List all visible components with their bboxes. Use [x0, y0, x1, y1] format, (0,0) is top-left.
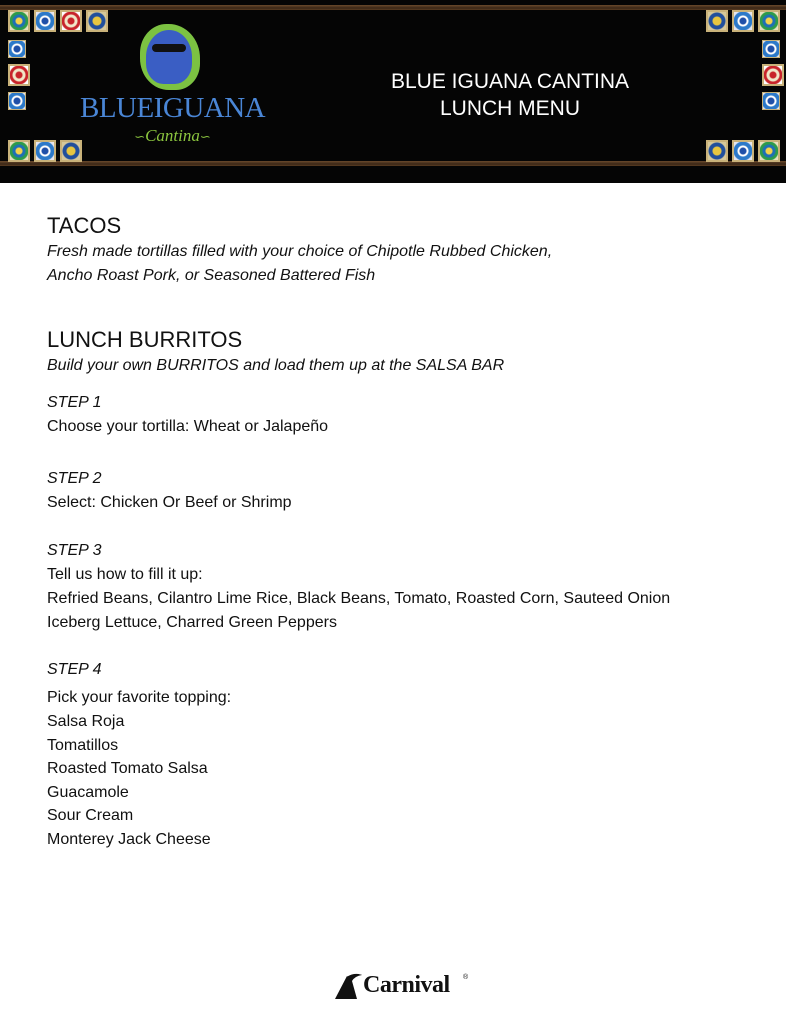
- tile-border-bottom-left: [8, 140, 82, 162]
- wood-rail-bottom: [0, 161, 786, 166]
- tile-icon: [34, 10, 56, 32]
- burritos-heading: LUNCH BURRITOS: [47, 327, 243, 352]
- step-4-line-6: Sour Cream: [47, 807, 134, 824]
- header-title-line1: BLUE IGUANA CANTINA: [390, 70, 630, 93]
- tacos-description-line1: Fresh made tortillas filled with your choice of Chipotle Rubbed Chicken,: [47, 243, 553, 260]
- step-2-label: STEP 2: [47, 470, 102, 487]
- tile-icon: [34, 140, 56, 162]
- wood-rail-top: [0, 5, 786, 10]
- step-3-line-3: Iceberg Lettuce, Charred Green Peppers: [47, 614, 337, 631]
- logo-subtitle: [80, 126, 265, 146]
- step-4-line-3: Tomatillos: [47, 737, 119, 754]
- swirl-left-icon: ∽: [134, 129, 146, 144]
- tacos-heading: TACOS: [47, 213, 122, 238]
- tile-icon: [60, 10, 82, 32]
- iguana-icon: [146, 30, 192, 84]
- step-3-label: STEP 3: [47, 542, 102, 559]
- tile-icon: [60, 140, 82, 162]
- tile-icon: [8, 64, 30, 86]
- carnival-wordmark: Carnival: [363, 972, 450, 998]
- tile-border-left: [8, 40, 30, 110]
- logo-subtitle-text: Cantina: [145, 126, 200, 145]
- step-3-line-2: Refried Beans, Cilantro Lime Rice, Black Beans, Tomato, Roasted Corn, Sauteed Onion: [47, 590, 671, 607]
- tile-icon: [8, 40, 26, 58]
- burritos-description: Build your own BURRITOS and load them up at the SALSA BAR: [47, 357, 505, 374]
- tile-icon: [758, 140, 780, 162]
- tile-icon: [732, 10, 754, 32]
- header-title: [360, 68, 660, 122]
- menu-header: [0, 0, 786, 183]
- tile-border-top-right: [706, 10, 780, 32]
- tile-icon: [706, 10, 728, 32]
- tile-icon: [762, 92, 780, 110]
- step-3-line-1: Tell us how to fill it up:: [47, 566, 203, 583]
- step-4-line-5: Guacamole: [47, 784, 129, 801]
- tile-border-right: [762, 40, 784, 110]
- tile-icon: [762, 64, 784, 86]
- tile-icon: [732, 140, 754, 162]
- tile-icon: [8, 92, 26, 110]
- blue-iguana-logo: [80, 22, 265, 150]
- step-1-line: Choose your tortilla: Wheat or Jalapeño: [47, 418, 329, 435]
- tile-icon: [8, 10, 30, 32]
- step-4-label: STEP 4: [47, 661, 102, 678]
- carnival-funnel-icon: [333, 972, 363, 1000]
- sunglasses-icon: [152, 44, 186, 52]
- tile-icon: [762, 40, 780, 58]
- logo-name: BLUEIGUANA: [80, 92, 266, 124]
- step-2-line: Select: Chicken Or Beef or Shrimp: [47, 494, 292, 511]
- header-title-line2: LUNCH MENU: [439, 97, 580, 120]
- step-4-line-1: Pick your favorite topping:: [47, 689, 232, 706]
- tile-icon: [758, 10, 780, 32]
- step-4-line-2: Salsa Roja: [47, 713, 125, 730]
- tile-icon: [706, 140, 728, 162]
- swirl-right-icon: ∽: [199, 129, 211, 144]
- carnival-logo: [333, 966, 473, 1002]
- tile-border-bottom-right: [706, 140, 780, 162]
- step-4-line-4: Roasted Tomato Salsa: [47, 760, 208, 777]
- registered-mark: ®: [463, 974, 469, 981]
- tacos-description-line2: Ancho Roast Pork, or Seasoned Battered Fish: [47, 267, 376, 284]
- step-1-label: STEP 1: [47, 394, 102, 411]
- step-4-line-7: Monterey Jack Cheese: [47, 831, 211, 848]
- tile-icon: [8, 140, 30, 162]
